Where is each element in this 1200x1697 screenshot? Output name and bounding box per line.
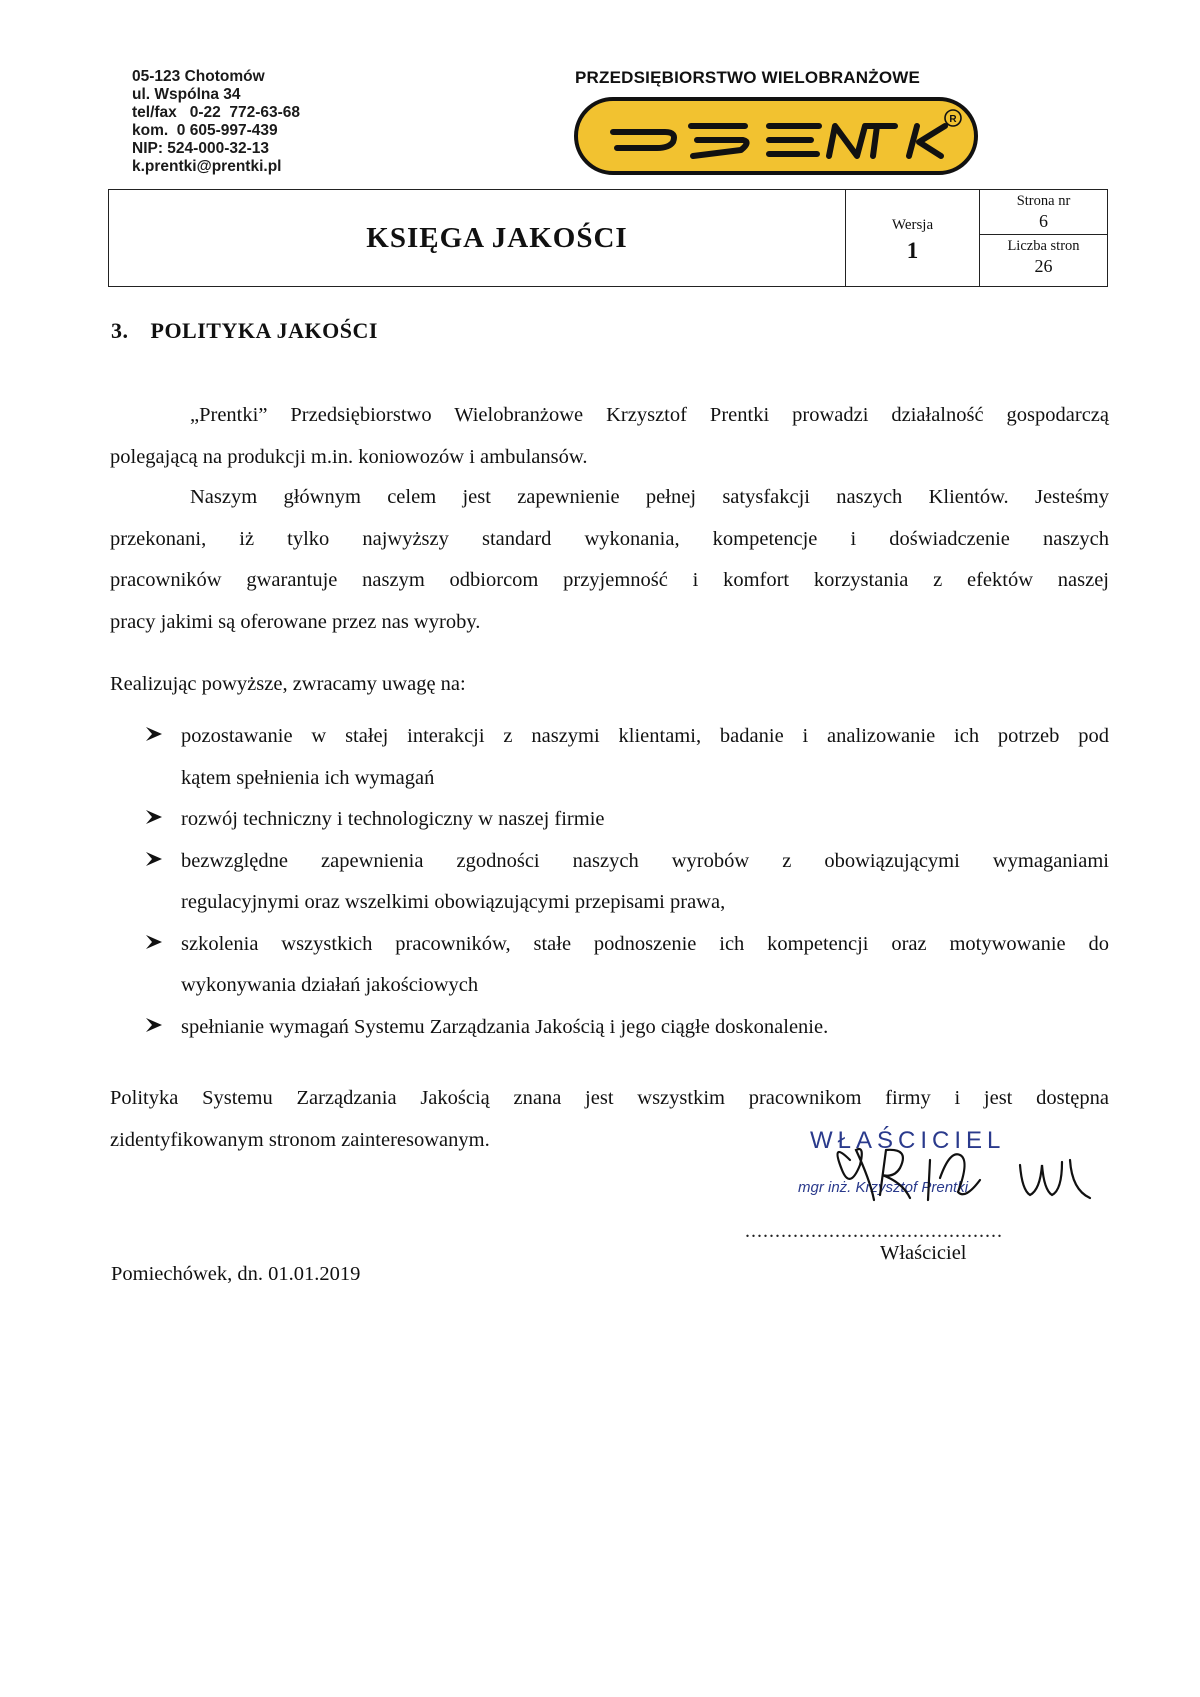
address-line: ul. Wspólna 34 — [132, 86, 241, 103]
arrowhead-bullet-icon — [145, 725, 163, 743]
list-item-line: bezwzględne zapewnienia zgodności naszych wyrobów z obowiązującymi wymaganiami — [181, 849, 1109, 872]
page-number-value: 6 — [1039, 211, 1048, 231]
arrowhead-bullet-icon — [145, 1016, 163, 1034]
paragraph-line: Naszym głównym celem jest zapewnienie pełnej satysfakcji naszych Klientów. Jesteśmy — [190, 486, 1109, 508]
version-value: 1 — [906, 238, 919, 263]
version-cell — [845, 190, 979, 286]
policy-bullet-list — [110, 716, 1109, 1048]
list-item — [110, 924, 1109, 1007]
address-line: tel/fax 0-22 772-63-68 — [132, 104, 301, 121]
list-item — [110, 841, 1109, 924]
paragraph-line: przekonani, iż tylko najwyższy standard wykonania, kompetencje i doświadczenie naszych — [110, 527, 1109, 550]
place-and-date: Pomiechówek, dn. 01.01.2019 — [111, 1263, 361, 1285]
arrowhead-bullet-icon — [145, 850, 163, 868]
address-line: NIP: 524-000-32-13 — [132, 140, 269, 157]
arrowhead-bullet-icon — [145, 808, 163, 826]
paragraph-line: „Prentki” Przedsiębiorstwo Wielobranżowe Krzysztof Prentki prowadzi działalność gospodarczą — [190, 404, 1109, 426]
company-address — [132, 68, 300, 176]
page-number-label: Strona nr — [1016, 193, 1071, 209]
company-name: PRZEDSIĘBIORSTWO WIELOBRANŻOWE — [575, 68, 921, 87]
owner-signature-stamp — [790, 1120, 1110, 1210]
version-label: Wersja — [891, 217, 934, 233]
stamp-title: WŁAŚCICIEL — [810, 1127, 1006, 1154]
stamp-name: mgr inż. Krzysztof Prentki — [798, 1179, 969, 1196]
list-item-line: szkolenia wszystkich pracowników, stałe podnoszenie ich kompetencji oraz motywowanie do — [181, 932, 1109, 955]
signature-line: ........................................... — [745, 1220, 1003, 1242]
list-item-line: spełnianie wymagań Systemu Zarządzania Jakością i jego ciągłe doskonalenie. — [181, 1015, 829, 1038]
address-line: k.prentki@prentki.pl — [132, 158, 282, 175]
signature-role: Właściciel — [880, 1242, 967, 1264]
page-count-cell — [980, 235, 1107, 286]
page-count-value: 26 — [1034, 256, 1053, 276]
list-item-line: wykonywania działań jakościowych — [181, 974, 479, 996]
list-item-line: kątem spełnienia ich wymagań — [181, 766, 435, 789]
page-number-cell — [980, 190, 1107, 235]
paragraph-line: pracowników gwarantuje naszym odbiorcom przyjemność i komfort korzystania z efektów naszej — [110, 569, 1109, 591]
paragraph-line: Polityka Systemu Zarządzania Jakością znana jest wszystkim pracownikom firmy i jest dostępna — [110, 1087, 1109, 1109]
list-item — [110, 799, 1109, 841]
paragraph-line: pracy jakimi są oferowane przez nas wyroby. — [110, 610, 481, 633]
page-count-label: Liczba stron — [1007, 238, 1080, 254]
prentki-logo — [573, 96, 979, 176]
list-item — [110, 1007, 1109, 1049]
section-heading — [111, 318, 378, 344]
section-title: POLITYKA JAKOŚCI — [150, 318, 378, 343]
document-header-table — [108, 189, 1108, 287]
paragraph-line: zidentyfikowanym stronom zainteresowanym. — [110, 1128, 490, 1151]
paragraph-intro — [110, 395, 1109, 478]
address-line: 05-123 Chotomów — [132, 68, 265, 85]
paragraph-lead-in — [110, 664, 1109, 706]
paragraph-line: Realizując powyższe, zwracamy uwagę na: — [110, 673, 466, 695]
list-item-line: rozwój techniczny i technologiczny w naszej firmie — [181, 808, 605, 830]
paragraph-line: polegającą na produkcji m.in. koniowozów i ambulansów. — [110, 445, 588, 468]
title-cell — [109, 190, 845, 286]
arrowhead-bullet-icon — [145, 933, 163, 951]
list-item-line: pozostawanie w stałej interakcji z naszymi klientami, badanie i analizowanie ich potrzeb pod — [181, 725, 1109, 747]
section-number: 3. — [111, 318, 129, 343]
paragraph-goal — [110, 477, 1109, 643]
address-line: kom. 0 605-997-439 — [132, 122, 278, 139]
pages-cell — [979, 190, 1107, 286]
svg-text:R: R — [949, 114, 957, 125]
list-item-line: regulacyjnymi oraz wszelkimi obowiązującymi przepisami prawa, — [181, 891, 726, 913]
document-title: KSIĘGA JAKOŚCI — [366, 221, 628, 254]
list-item — [110, 716, 1109, 799]
